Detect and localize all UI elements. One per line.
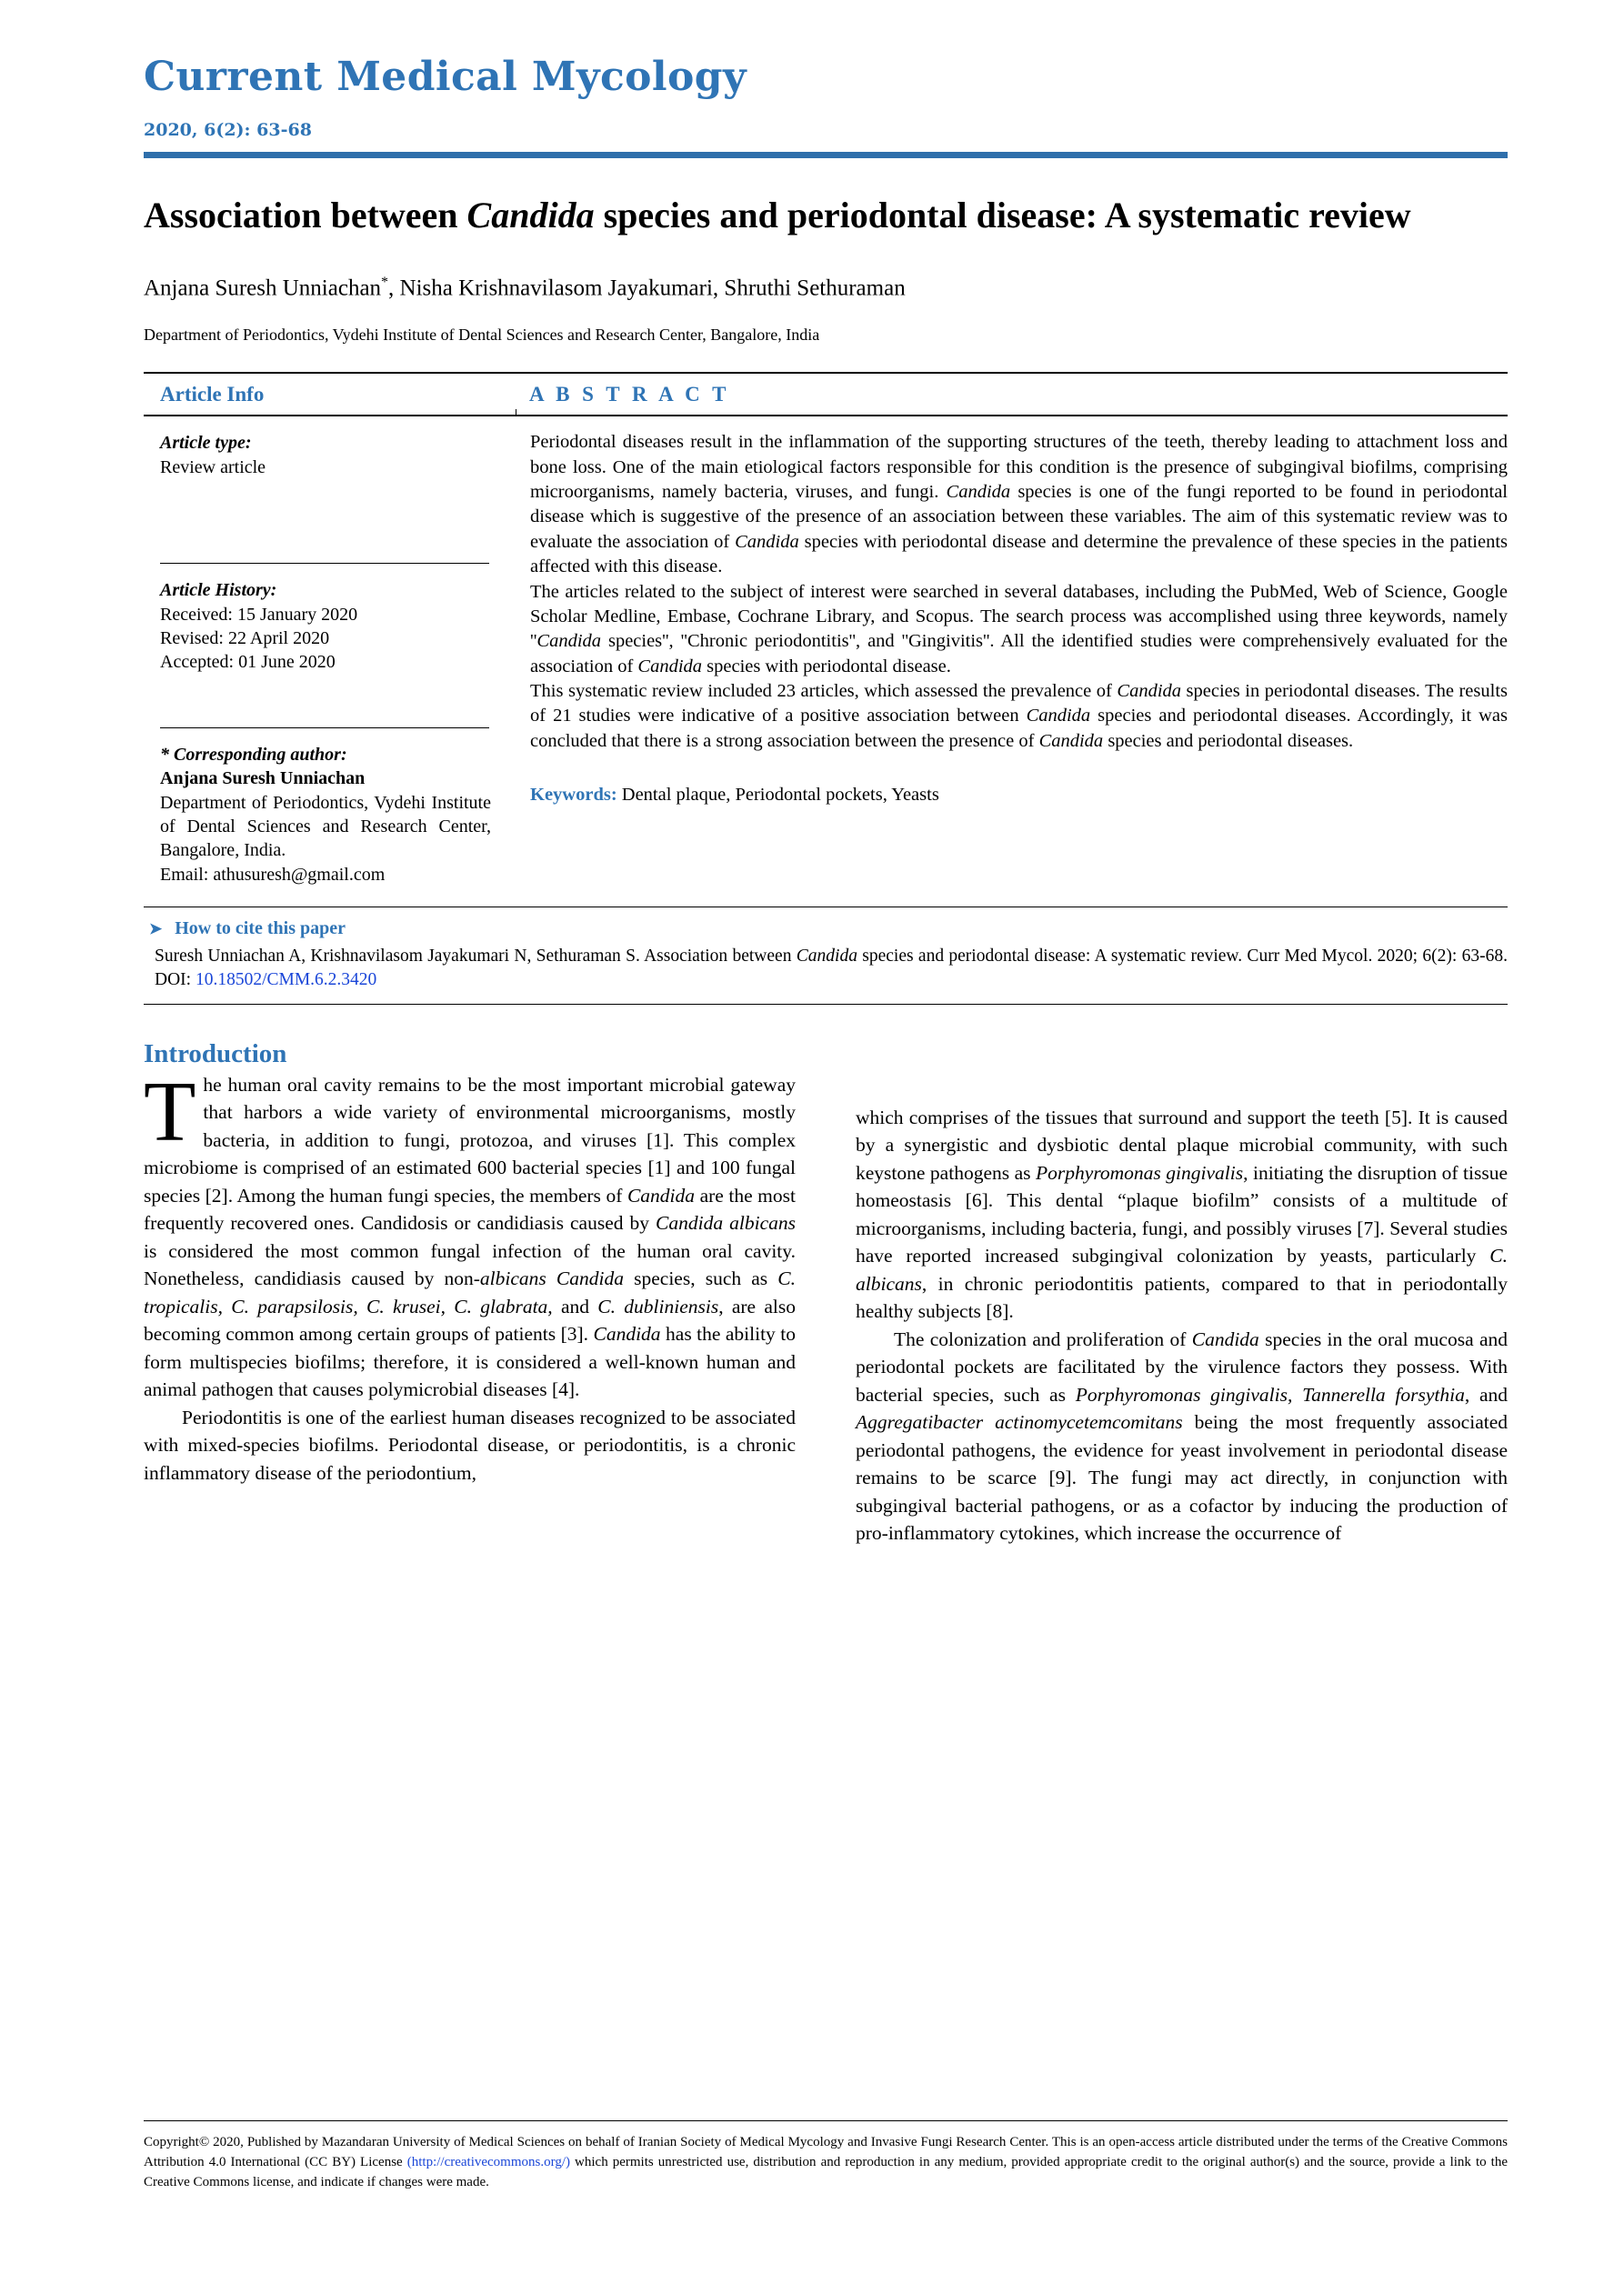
masthead-divider xyxy=(144,152,1508,158)
abstract-p3-b: species in periodontal diseases. The results of 21 studies were indicative of a positive association between xyxy=(530,681,1508,726)
abstract-p3-c: species and periodontal diseases. Accordingly, it was concluded that there is a strong association between the presence of xyxy=(530,706,1508,751)
intro-paragraph-3 xyxy=(856,1104,1508,1326)
section-title-introduction: Introduction xyxy=(144,1038,287,1068)
title-species-name: Candida xyxy=(466,195,595,236)
article-info-column xyxy=(144,416,507,887)
intro-l1-species-2: Candida albicans xyxy=(656,1212,796,1235)
title-block xyxy=(144,193,1508,345)
keywords-value: Dental plaque, Periodontal pockets, Yeasts xyxy=(617,785,939,806)
abstract-paragraph-3 xyxy=(530,679,1508,754)
abstract-p2-a: The articles related to the subject of interest were searched in several databases, including the PubMed, Web of Science, Google Scholar Medline, Embase, Cochrane Library, and Scopus. The search process was accomplished using three keywords, namely '' xyxy=(530,581,1508,652)
page-title xyxy=(144,193,1508,238)
body-column-right xyxy=(856,1071,1508,1548)
corresponding-author-label: * Corresponding author: xyxy=(160,744,347,765)
abstract-paragraph-1 xyxy=(530,430,1508,579)
intro-l1-species-6: Candida xyxy=(593,1323,661,1346)
intro-r2-a: The colonization and proliferation of xyxy=(894,1327,1192,1350)
abstract-p2-species-1: Candida xyxy=(536,631,602,652)
received-date: Received: 15 January 2020 xyxy=(160,604,358,625)
article-info-heading-cell xyxy=(144,383,507,406)
intro-paragraph-2: Periodontitis is one of the earliest human diseases recognized to be associated with mixed-species biofilms. Periodontal disease, or periodontitis, is a chronic inflammatory disease of the periodontium, xyxy=(144,1406,796,1484)
author-rest: , Nisha Krishnavilasom Jayakumari, Shruthi Sethuraman xyxy=(388,275,906,300)
intro-r2-species-3: Aggregatibacter actinomycetemcomitans xyxy=(856,1411,1183,1434)
article-info-abstract-block xyxy=(144,372,1508,1004)
article-type-segment xyxy=(144,416,491,479)
abstract-heading: A B S T R A C T xyxy=(529,383,730,406)
info-heading-row xyxy=(144,374,1508,415)
footer-text-b: which permits unrestricted use, distribution and reproduction in any medium, provided appropriate credit to the original author(s) and the source, provide a link to the Creative Commons license, and indicate if changes were made. xyxy=(144,2154,1508,2189)
how-to-cite-heading xyxy=(149,918,1508,939)
corresponding-author-address: Department of Periodontics, Vydehi Institute of Dental Sciences and Research Center, Bangalore, India. xyxy=(160,792,491,861)
abstract-paragraph-2 xyxy=(530,580,1508,679)
affiliation: Department of Periodontics, Vydehi Institute of Dental Sciences and Research Center, Bangalore, India xyxy=(144,326,820,345)
abstract-column xyxy=(508,416,1508,887)
abstract-p3-species-1: Candida xyxy=(1117,681,1182,701)
intro-paragraph-1 xyxy=(144,1064,797,1404)
title-part-2: species and periodontal disease: A systematic review xyxy=(594,195,1411,236)
abstract-p1-species-1: Candida xyxy=(946,482,1011,503)
abstract-p2-c: species with periodontal disease. xyxy=(702,656,951,676)
journal-masthead xyxy=(144,0,1508,158)
intro-l1-d: species, such as xyxy=(623,1267,778,1290)
author-primary: Anjana Suresh Unniachan xyxy=(144,275,382,300)
keywords-line xyxy=(530,754,1508,806)
intro-r2-c: , and xyxy=(1464,1383,1509,1406)
intro-r1-species-2: C. albicans xyxy=(856,1245,1508,1295)
cite-bottom-rule xyxy=(144,1004,1508,1005)
intro-r1-a: which comprises of the tissues that surround and support the teeth [5]. It is caused by a synergistic and dysbiotic dental plaque microbial community, with such keystone pathogens as xyxy=(856,1106,1508,1184)
citation-part-b: species and periodontal disease: A systematic review. Curr Med Mycol. 2020; 6(2): 63-68. DOI: xyxy=(155,947,1508,990)
issue-line: 2020, 6(2): 63-68 xyxy=(144,120,312,141)
spacer-1 xyxy=(144,479,491,563)
paper-page xyxy=(144,0,1508,2284)
intro-l1-f: , are also becoming common among certain groups of patients [3]. xyxy=(144,1295,797,1346)
footer-text-a: Copyright© 2020, Published by Mazandaran University of Medical Sciences on behalf of Iranian Society of Medical Mycology and Invasive Fungi Research Center. This is an open-access article distributed under the terms of the Creative Commons Attribution 4.0 International (CC BY) License xyxy=(144,2135,1508,2169)
body-column-left xyxy=(144,1064,797,1548)
abstract-p1-b: species is one of the fungi reported to be found in periodontal disease which is suggestive of the presence of an association between these variables. The aim of this systematic review was to evaluate the association of xyxy=(530,482,1508,552)
intro-r1-species-1: Porphyromonas gingivalis xyxy=(1036,1161,1244,1184)
copyright-footer xyxy=(144,2133,1508,2192)
creative-commons-link[interactable]: (http://creativecommons.org/) xyxy=(406,2154,570,2169)
spacer-2 xyxy=(144,675,491,727)
how-to-cite-label: How to cite this paper xyxy=(175,918,346,939)
corresponding-author-marker: * xyxy=(381,274,389,290)
article-type-value: Review article xyxy=(160,456,266,477)
intro-paragraph-4 xyxy=(856,1326,1508,1548)
arrow-right-icon: ➤ xyxy=(149,920,163,938)
title-part-1: Association between xyxy=(144,195,467,236)
abstract-heading-cell xyxy=(507,383,1508,406)
info-heading-rule xyxy=(144,415,1508,416)
abstract-p3-species-2: Candida xyxy=(1026,706,1091,726)
abstract-p1-a: Periodontal diseases result in the inflammation of the supporting structures of the teeth, thereby leading to attachment loss and bone loss. One of the main etiological factors responsible for this condition is the presence of subgingival biofilms, comprising microorganisms, namely bacteria, viruses, and fungi. xyxy=(530,432,1508,503)
footer-divider xyxy=(144,2120,1508,2121)
citation-text xyxy=(149,945,1508,993)
intro-l1-species-1: Candida xyxy=(627,1184,696,1207)
article-history-segment xyxy=(144,564,491,675)
abstract-p3-d: species and periodontal diseases. xyxy=(1103,730,1354,751)
corresponding-author-email[interactable]: Email: athusuresh@gmail.com xyxy=(160,864,386,885)
intro-r2-species-2: Porphyromonas gingivalis, Tannerella forsythia xyxy=(1075,1383,1465,1406)
info-columns xyxy=(144,416,1508,887)
abstract-p2-b: species'', ''Chronic periodontitis'', and ''Gingivitis''. All the identified studies were comprehensively evaluated for the association of xyxy=(530,631,1508,676)
intro-r1-c: , in chronic periodontitis patients, compared to that in periodontally healthy subjects [8]. xyxy=(856,1272,1508,1323)
article-type-label: Article type: xyxy=(160,433,252,454)
accepted-date: Accepted: 01 June 2020 xyxy=(160,652,336,673)
intro-l1-species-5: C. dubliniensis xyxy=(597,1295,719,1317)
abstract-p3-a: This systematic review included 23 articles, which assessed the prevalence of xyxy=(530,681,1118,701)
revised-date: Revised: 22 April 2020 xyxy=(160,627,330,648)
article-history-label: Article History: xyxy=(160,580,277,601)
intro-l1-g: has the ability to form multispecies biofilms; therefore, it is considered a well-known human and animal pathogen that causes polymicrobial diseases [4]. xyxy=(144,1323,796,1401)
how-to-cite-block xyxy=(144,907,1508,1005)
intro-r1-b: , initiating the disruption of tissue homeostasis [6]. This dental “plaque biofilm” consists of a multitude of microorganisms, including bacteria, fungi, and possibly viruses [7]. Several studies have reported increased subgingival colonization by yeasts, particularly xyxy=(856,1161,1509,1267)
intro-l1-b: are the most frequently recovered ones. Candidosis or candidiasis caused by xyxy=(144,1184,796,1235)
author-list xyxy=(144,274,1508,304)
intro-l1-species-3: albicans Candida xyxy=(479,1267,624,1290)
abstract-text xyxy=(530,416,1508,754)
citation-species: Candida xyxy=(796,947,857,967)
intro-l1-species-4: C. tropicalis, C. parapsilosis, C. krusei, C. glabrata, xyxy=(144,1267,797,1317)
corresponding-author-segment xyxy=(144,728,491,887)
keywords-label: Keywords: xyxy=(530,785,617,806)
intro-l1-c: is considered the most common fungal infection of the human oral cavity. Nonetheless, candidiasis caused by non- xyxy=(144,1239,796,1290)
doi-link[interactable]: 10.18502/CMM.6.2.3420 xyxy=(195,970,377,990)
intro-r2-b: species in the oral mucosa and periodontal pockets are facilitated by the virulence factors they possess. With bacterial species, such as xyxy=(856,1327,1508,1406)
abstract-p1-species-2: Candida xyxy=(735,531,799,552)
intro-r2-d: being the most frequently associated periodontal pathogens, the evidence for yeast involvement in periodontal disease remains to be scarce [9]. The fungi may act directly, in conjunction with subgingival bacterial pathogens, or as a cofactor by inducing the production of pro-inflammatory cytokines, which increase the occurrence of xyxy=(856,1411,1508,1545)
article-info-heading: Article Info xyxy=(160,383,265,406)
body-columns xyxy=(144,1064,1509,1548)
abstract-p3-species-3: Candida xyxy=(1038,730,1104,751)
intro-l1-e: and xyxy=(552,1295,598,1317)
intro-r2-species-1: Candida xyxy=(1191,1327,1259,1350)
citation-part-a: Suresh Unniachan A, Krishnavilasom Jayakumari N, Sethuraman S. Association between xyxy=(155,947,797,967)
abstract-p2-species-2: Candida xyxy=(637,656,703,676)
abstract-p1-c: species with periodontal disease and determine the prevalence of these species in the patients affected with this disease. xyxy=(530,531,1508,577)
corresponding-author-name: Anjana Suresh Unniachan xyxy=(160,768,366,789)
drop-cap: T xyxy=(144,1064,196,1159)
journal-title: Current Medical Mycology xyxy=(144,54,747,100)
intro-l1-a: he human oral cavity remains to be the most important microbial gateway that harbors a wide variety of environmental microorganisms, mostly bacteria, in addition to fungi, protozoa, and viruses [1]. This complex microbiome is comprised of an estimated 600 bacterial species [1] and 100 fungal species [2]. Among the human fungi species, the members of xyxy=(144,1073,796,1207)
